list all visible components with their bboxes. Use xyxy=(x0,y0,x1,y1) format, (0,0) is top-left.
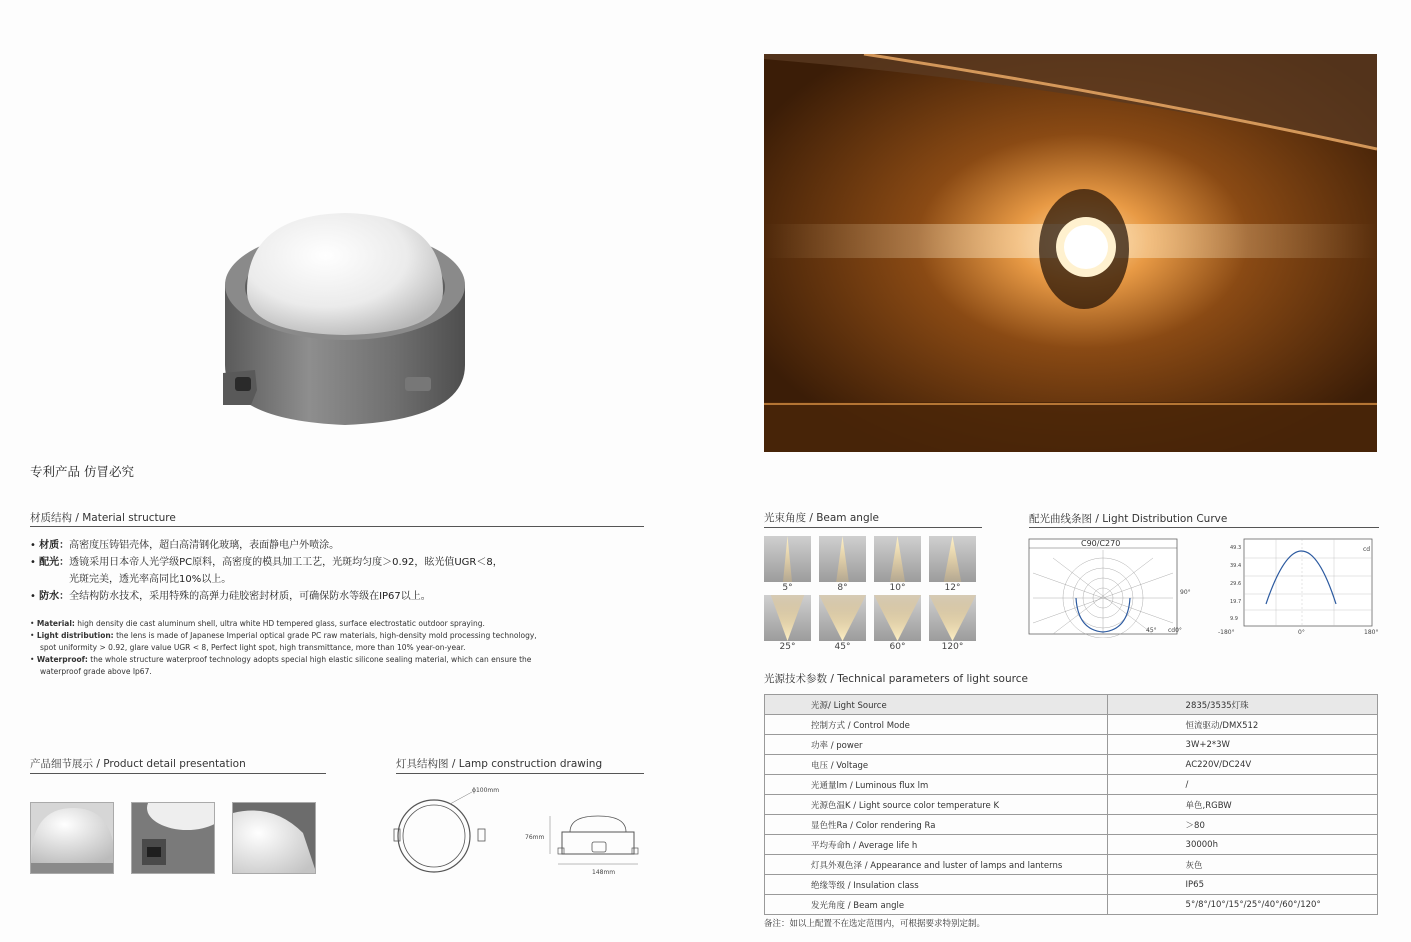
params-note: 备注：如以上配置不在选定范围内，可根据要求特别定制。 xyxy=(764,919,986,929)
params-label: 电压 / Voltage xyxy=(765,755,1108,775)
params-value: / xyxy=(1107,775,1377,795)
polar-label: C90/C270 xyxy=(1081,539,1121,548)
curve-y-label: 19.7 xyxy=(1230,599,1242,605)
beam-rule xyxy=(764,527,982,528)
polar-right-label: 90° xyxy=(1180,589,1191,596)
params-label: 光源/ Light Source xyxy=(765,695,1108,715)
params-value: 2835/3535灯珠 xyxy=(1107,695,1377,715)
curve-x-label: 180° xyxy=(1364,629,1379,636)
params-row xyxy=(765,815,1378,835)
polar-bottom-label: cd0° xyxy=(1168,627,1182,634)
detail-thumb-edge xyxy=(232,802,316,874)
material-en-item: • Waterproof: the whole structure waterproof technology adopts special high elastic silicone sealing material, which can ensure the xyxy=(30,655,532,664)
params-value: 3W+2*3W xyxy=(1107,735,1377,755)
product-image xyxy=(215,205,475,435)
distribution-title: 配光曲线条图 / Light Distribution Curve xyxy=(1029,513,1228,525)
params-row xyxy=(765,715,1378,735)
polar-bottom-label: 45° xyxy=(1146,627,1157,634)
beam-angle-swatch xyxy=(929,595,976,641)
curve-y-label: 9.9 xyxy=(1230,616,1238,622)
beam-angle-swatch xyxy=(874,536,921,582)
params-row xyxy=(765,895,1378,915)
beam-angle-swatch xyxy=(764,595,811,641)
params-value: 5°/8°/10°/15°/25°/40°/60°/120° xyxy=(1107,895,1377,915)
beam-angle-label: 120° xyxy=(941,642,964,652)
material-en-item-cont: waterproof grade above Ip67. xyxy=(40,667,152,676)
params-table xyxy=(764,694,1378,915)
beam-angle-swatch xyxy=(764,536,811,582)
beam-angle-label: 45° xyxy=(834,642,851,652)
material-en-item: • Light distribution: the lens is made of Japanese Imperial optical grade PC raw materials, high-density mold processing technology, xyxy=(30,631,537,640)
beam-title: 光束角度 / Beam angle xyxy=(764,512,880,524)
curve-y-label: 29.6 xyxy=(1230,581,1242,587)
detail-thumb-side xyxy=(131,802,215,874)
curve-y-label: 39.4 xyxy=(1230,563,1242,569)
dim-width: 148mm xyxy=(592,869,616,876)
params-row xyxy=(765,855,1378,875)
params-row xyxy=(765,835,1378,855)
beam-angle-swatch xyxy=(874,595,921,641)
construction-rule xyxy=(396,773,644,774)
material-cn-item-cont: 光斑完美，透光率高同比10%以上。 xyxy=(69,574,232,585)
params-row xyxy=(765,755,1378,775)
params-label: 发光角度 / Beam angle xyxy=(765,895,1108,915)
curve-x-label: -180° xyxy=(1218,629,1235,636)
beam-angle-label: 60° xyxy=(889,642,906,652)
params-label: 功率 / power xyxy=(765,735,1108,755)
params-label: 绝缘等级 / Insulation class xyxy=(765,875,1108,895)
linear-curve-diagram xyxy=(1224,538,1374,628)
beam-angle-label: 5° xyxy=(782,583,793,593)
beam-angle-label: 10° xyxy=(889,583,906,593)
detail-thumb-dome xyxy=(30,802,114,874)
params-label: 平均寿命h / Average life h xyxy=(765,835,1108,855)
material-cn-item: • 材质：高密度压铸铝壳体，超白高清钢化玻璃，表面静电户外喷涂。 xyxy=(30,540,340,551)
params-label: 控制方式 / Control Mode xyxy=(765,715,1108,735)
params-row xyxy=(765,875,1378,895)
dim-height: 76mm xyxy=(525,834,545,841)
params-label: 灯具外观色泽 / Appearance and luster of lamps and lanterns xyxy=(765,855,1108,875)
material-en-list xyxy=(30,618,560,678)
beam-angle-label: 25° xyxy=(779,642,796,652)
construction-side-view xyxy=(540,806,650,878)
polar-curve-diagram xyxy=(1028,538,1188,638)
params-value: 恒流驱动/DMX512 xyxy=(1107,715,1377,735)
material-title: 材质结构 / Material structure xyxy=(30,512,176,524)
params-value: 单色,RGBW xyxy=(1107,795,1377,815)
params-row xyxy=(765,735,1378,755)
material-cn-item: • 防水：全结构防水技术，采用特殊的高弹力硅胶密封材质，可确保防水等级在IP67以上。 xyxy=(30,591,431,602)
params-label: 光源色温K / Light source color temperature K xyxy=(765,795,1108,815)
curve-unit-label: cd xyxy=(1363,546,1371,553)
params-value: 30000h xyxy=(1107,835,1377,855)
params-value: ＞80 xyxy=(1107,815,1377,835)
beam-angle-swatch xyxy=(819,595,866,641)
beam-angle-swatch xyxy=(819,536,866,582)
distribution-rule xyxy=(1029,527,1379,528)
material-cn-list xyxy=(30,537,644,605)
params-row xyxy=(765,695,1378,715)
construction-top-view xyxy=(390,784,490,880)
material-rule xyxy=(30,526,644,527)
params-value: IP65 xyxy=(1107,875,1377,895)
slogan: 专利产品 仿冒必究 xyxy=(30,464,134,479)
material-en-item: • Material: high density die cast aluminum shell, ultra white HD tempered glass, surface electrostatic outdoor spraying. xyxy=(30,619,485,628)
detail-title: 产品细节展示 / Product detail presentation xyxy=(30,758,246,770)
dim-diameter: ϕ100mm xyxy=(472,787,500,794)
beam-angle-label: 8° xyxy=(837,583,848,593)
beam-angle-swatch xyxy=(929,536,976,582)
curve-x-label: 0° xyxy=(1298,629,1305,636)
params-title: 光源技术参数 / Technical parameters of light source xyxy=(764,673,1028,685)
params-value: AC220V/DC24V xyxy=(1107,755,1377,775)
material-en-item-cont: spot uniformity > 0.92, glare value UGR < 8, Perfect light spot, high transmittance, more than 10% year-on-year. xyxy=(40,643,466,652)
application-photo xyxy=(764,54,1377,452)
params-value: 灰色 xyxy=(1107,855,1377,875)
beam-angle-label: 12° xyxy=(944,583,961,593)
curve-y-label: 49.3 xyxy=(1230,545,1242,551)
params-label: 显色性Ra / Color rendering Ra xyxy=(765,815,1108,835)
detail-rule xyxy=(30,773,326,774)
material-cn-item: • 配光：透镜采用日本帝人光学级PC原料，高密度的模具加工工艺，光斑均匀度＞0.92，眩光值UGR＜8， xyxy=(30,557,503,568)
construction-title: 灯具结构图 / Lamp construction drawing xyxy=(396,758,603,770)
params-row xyxy=(765,775,1378,795)
params-label: 光通量lm / Luminous flux lm xyxy=(765,775,1108,795)
params-row xyxy=(765,795,1378,815)
